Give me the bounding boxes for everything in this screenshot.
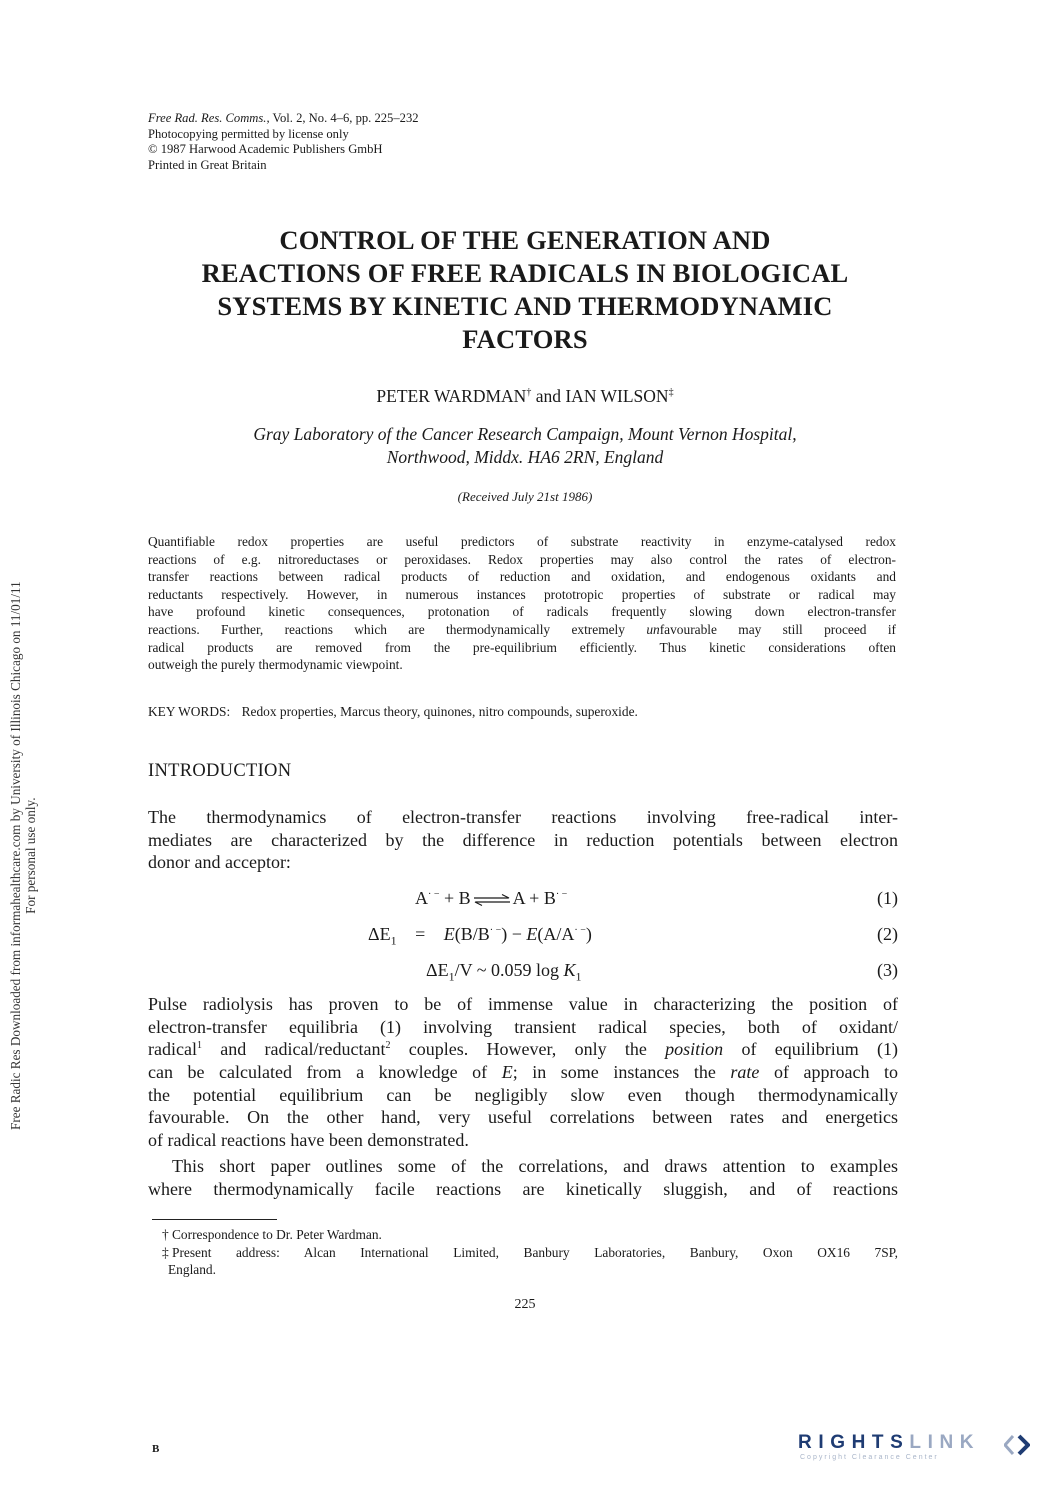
body-line: Pulse radiolysis has proven to be of immense value in characterizing the position of <box>148 994 898 1014</box>
body-line: where thermodynamically facile reactions are kinetically sluggish, and of reactions <box>148 1178 898 1199</box>
journal-copyright: © 1987 Harwood Academic Publishers GmbH <box>148 142 383 157</box>
rightslink-wordmark: RIGHTSLINK <box>798 1432 981 1453</box>
keywords-text: Redox properties, Marcus theory, quinones, nitro compounds, superoxide. <box>241 704 638 719</box>
footnote-1 <box>148 1226 898 1244</box>
keywords <box>148 703 638 721</box>
footnotes <box>148 1226 898 1279</box>
journal-printed: Printed in Great Britain <box>148 157 267 172</box>
rightslink-logo[interactable] <box>798 1432 1030 1472</box>
author-1-mark: † <box>526 387 532 399</box>
abstract-line: reactions. Further, reactions which are thermodynamically extremely unfavourable may still proceed if <box>148 621 896 637</box>
journal-info <box>148 111 419 173</box>
footnote-2 <box>148 1244 898 1279</box>
page-number: 225 <box>514 1297 536 1312</box>
body-line: the potential equilibrium can be negligibly slow even though thermodynamically <box>148 1084 898 1105</box>
equation-1 <box>148 886 898 910</box>
affiliation-line: Northwood, Middx. HA6 2RN, England <box>386 447 664 467</box>
affiliation-line: Gray Laboratory of the Cancer Research Campaign, Mount Vernon Hospital, <box>253 424 797 444</box>
equation-3-number: (3) <box>877 960 898 980</box>
body-line: of radical reactions have been demonstrated. <box>148 1130 469 1151</box>
body-line: can be calculated from a knowledge of E; in some instances the rate of approach to <box>148 1062 899 1083</box>
body-line: radical$^1$ and radical/reductant$^2$ couples. However, only the position of equilibrium (1) <box>148 1039 898 1060</box>
journal-copy-permission: Photocopying permitted by license only <box>148 126 349 141</box>
abstract-line: transfer reactions between radical products of reduction and oxidation, and endogenous oxidants and <box>148 569 896 585</box>
section-heading: INTRODUCTION <box>148 761 292 781</box>
abstract-line: have profound kinetic consequences, protonation of radicals frequently slowing down electron-transfer <box>148 604 896 620</box>
rightslink-tagline: Copyright Clearance Center <box>800 1454 939 1461</box>
received-date: (Received July 21st 1986) <box>457 489 593 504</box>
body-line: This short paper outlines some of the correlations, and draws attention to examples <box>172 1156 898 1176</box>
author-1: PETER WARDMAN <box>376 386 527 406</box>
body-line: donor and acceptor: <box>148 852 291 873</box>
footnote-1-mark: † <box>162 1227 169 1242</box>
title-line: REACTIONS OF FREE RADICALS IN BIOLOGICAL <box>201 258 849 288</box>
footnote-2-mark: ‡ <box>162 1244 169 1260</box>
paper-title <box>100 224 950 356</box>
abstract-line: Quantifiable redox properties are useful predictors of substrate reactivity in enzyme-catalysed redox <box>148 534 896 549</box>
intro-paragraph-3 <box>148 1155 898 1200</box>
footnote-1-text: Correspondence to Dr. Peter Wardman. <box>172 1227 382 1242</box>
journal-citation: Free Rad. Res. Comms., Vol. 2, No. 4–6, pp. 225–232 <box>148 111 419 125</box>
author-2-mark: ‡ <box>668 387 674 399</box>
equation-2-expr: $\Delta E_1 = E(B/B^{\cdot -}) - E(A/A^{\cdot -})$ <box>368 924 592 948</box>
abstract-line: outweigh the purely thermodynamic viewpoint. <box>148 657 403 673</box>
abstract-line: radical products are removed from the pre-equilibrium efficiently. Thus kinetic considerations often <box>148 639 896 655</box>
body-line: electron-transfer equilibria (1) involving transient radical species, both of oxidant/ <box>148 1016 898 1037</box>
signature-mark: B <box>152 1443 160 1455</box>
equation-3 <box>148 958 898 982</box>
footnote-2-text: Present address: Alcan International Limited, Banbury Laboratories, Banbury, Oxon OX16 7SP, <box>172 1244 898 1260</box>
body-line: mediates are characterized by the difference in reduction potentials between electron <box>148 829 898 850</box>
footnote-divider <box>152 1219 277 1220</box>
keywords-label: KEY WORDS: <box>148 704 231 719</box>
title-line: SYSTEMS BY KINETIC AND THERMODYNAMIC <box>217 291 833 321</box>
equation-3-expr: $\Delta E_1/V$ ~ 0.059 $\log K_1$ <box>426 960 582 984</box>
equation-2-number: (2) <box>877 924 898 944</box>
body-line: favourable. On the other hand, very useful correlations between rates and energetics <box>148 1107 898 1128</box>
equation-1-expr: A· − + B A + B· − <box>415 888 568 908</box>
intro-paragraph-2 <box>148 993 898 1152</box>
equation-2 <box>148 922 898 946</box>
body-line: The thermodynamics of electron-transfer reactions involving free-radical inter- <box>148 807 898 827</box>
title-line: FACTORS <box>462 324 588 354</box>
rightslink-arrow-icon <box>1004 1434 1030 1456</box>
affiliation <box>100 423 950 469</box>
abstract <box>148 533 896 674</box>
intro-paragraph-1 <box>148 806 898 874</box>
side-note-line2: For personal use only. <box>23 797 38 914</box>
authors-connector: and <box>531 386 566 406</box>
side-note-line1: Free Radic Res Downloaded from informahealthcare.com by University of Illinois Chicago on 11/01/11 <box>8 581 23 1130</box>
equilibrium-arrow-icon <box>473 894 511 906</box>
equation-1-number: (1) <box>877 888 898 908</box>
abstract-line: reactions of e.g. nitroreductases or peroxidases. Redox properties may also control the rates of electron- <box>148 551 896 567</box>
footnote-2-text: England. <box>168 1262 216 1278</box>
side-download-note <box>0 410 40 1130</box>
author-2: IAN WILSON <box>565 386 669 406</box>
authors <box>100 385 950 407</box>
title-line: CONTROL OF THE GENERATION AND <box>279 225 771 255</box>
abstract-line: reductants respectively. However, in numerous instances prototropic properties of substrate or radical may <box>148 586 896 602</box>
